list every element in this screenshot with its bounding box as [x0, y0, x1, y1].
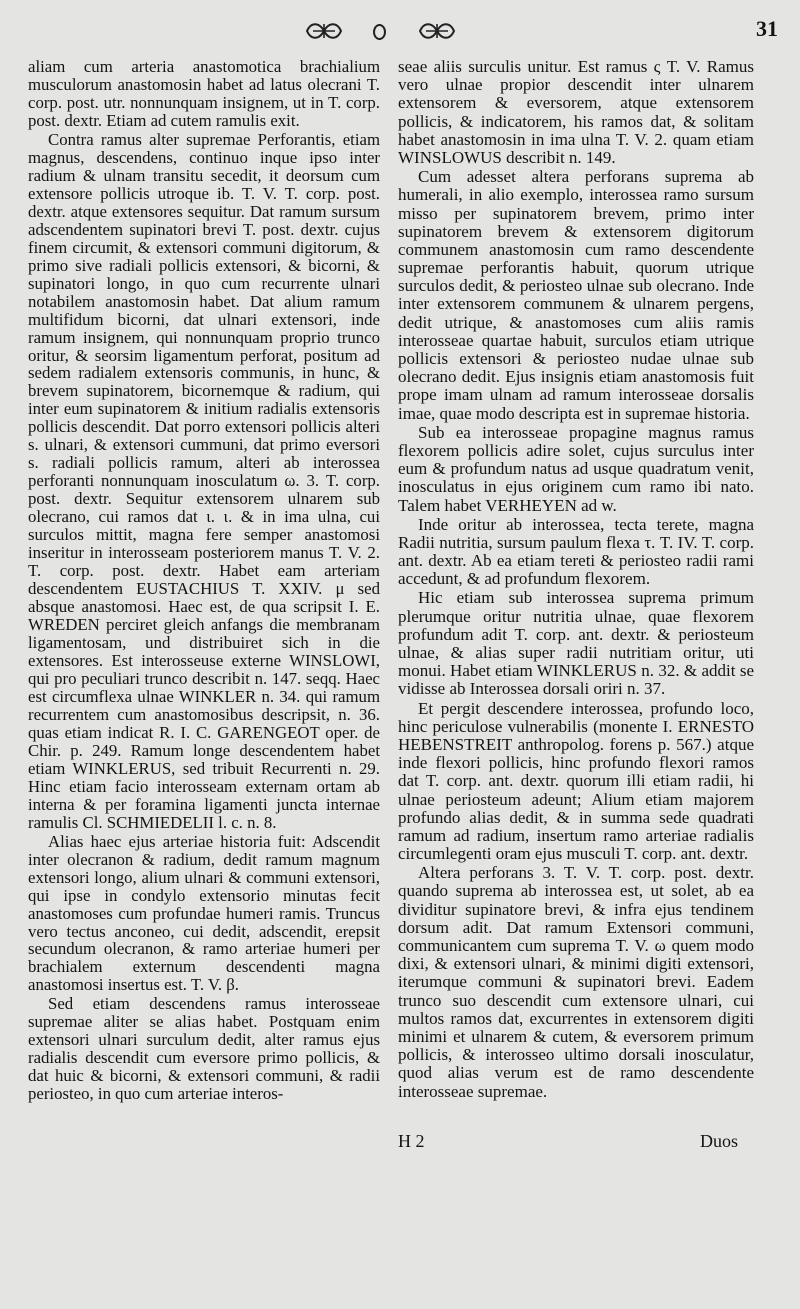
paragraph: Inde oritur ab interossea, tecta terete, magna Radii nutritia, sursum paulum flexa τ. T. IV. T. corp. ant. dextr. Ab ea etiam tereti & periosteo radii rami accedunt, & ad profundum flexorem. [398, 514, 754, 589]
paragraph: Et pergit descendere interossea, profundo loco, hinc periculose vulnerabilis (monente I. ERNESTO HEBENSTREIT anthropolog. forens p. 567.) atque inde flexori pollicis, hinc profundo flexori ramos dat T. corp. ant. dextr. quorum illi etiam radii, hi ulnae periosteum adeunt; Alium etiam majorem profundo alias dedit, & in summa sede quadrati ramum ad radium, insertum ramo arteriae radialis circumlegenti oram ejus musculi T. corp. ant. dextr. [398, 698, 754, 864]
ornament-center-icon [373, 24, 386, 40]
signature-mark: H 2 [398, 1131, 425, 1151]
right-column [398, 58, 754, 1102]
paragraph: Cum adesset altera perforans suprema ab humerali, in alio exemplo, interossea ramo sursum misso per supinatorem brevem, primo inter supinatorem brevem & extensorem digitorum communem anastomosin cum ramo descendente supremae perforantis habuit, quorum utrique surculos dedit, & periosteo ulnae sub olecrano. Inde inter extensorem communem & ulnarem pergens, dedit utrique, & anastomoses cum aliis ramis interosseae quartae habuit, surculos etiam utrique pollicis extensori & periosteo nudae ulnae sub olecrano dedit. Ejus insignis etiam anastomosis fuit prope imam ulnam ad ramum interosseae dorsalis imae, quae modo descripta est in supremae historia. [398, 167, 754, 423]
ornament-left-icon [305, 20, 343, 42]
page-footer [398, 1131, 738, 1155]
paragraph: Sub ea interosseae propagine magnus ramus flexorem pollicis adire solet, cujus surculus inter eum & profundum natus ad usque quadratum venit, inosculatus in ejus originem cum ramo ibi nato. Talem habet VERHEYEN ad w. [398, 422, 754, 515]
paragraph: aliam cum arteria anastomotica brachialium musculorum anastomosin habet ad latus olecrani T. corp. post. utr. nonnunquam insignem, ut in T. corp. post. dextr. Etiam ad cutem ramulis exit. [28, 57, 380, 130]
paragraph: seae aliis surculis unitur. Est ramus ς T. V. Ramus vero ulnae propior descendit inter ulnarem extensorem & eversorem, atque extensorem pollicis, & indicatorem, his ramos dat, & solitam habet anastomosin in ima ulna T. V. 2. quam etiam WINSLOWUS describit n. 149. [398, 57, 754, 167]
catchword: Duos [699, 1131, 738, 1151]
paragraph: Sed etiam descendens ramus interosseae supremae aliter se alias habet. Postquam enim extensori ulnari surculum dedit, alter ramus ejus radialis descendit cum eversore primo pollicis, & dat huic & bicorni, & extensori communi, & radii periosteo, in quo cum arteriae interos- [28, 994, 380, 1104]
paragraph: Hic etiam sub interossea suprema primum plerumque oritur nutritia ulnae, quae flexorem profundum adit T. corp. ant. dextr. & periosteum ulnae, & alias super radii nutritiam oritur, uti monui. Habet etiam WINKLERUS n. 32. & addit se vidisse ab Interossea dorsali oriri n. 37. [398, 588, 754, 699]
page-number: 31 [756, 16, 778, 41]
page-header [0, 14, 800, 54]
ornament-right-icon [418, 20, 456, 42]
left-column [28, 58, 380, 1104]
paragraph: Contra ramus alter supremae Perforantis, etiam magnus, descendens, continuo inque ipso inter radium & ulnam transitu secedit, it deorsum cum extensore pollicis utroque ib. T. V. T. corp. post. dextr. atque extensores sequitur. Dat ramum sursum adscendentem supinatori brevi T. post. dextr. cujus finem circumit, & extensori communi digitorum, & primo sive radiali pollicis extensori, & bicorni, & supinatori longo, in quo cum recurrente ulnari notabilem anastomosin habet. Dat alium ramum multifidum bicorni, dat ulnari extensori, inde ramum insignem, qui nonnunquam proprio trunco oritur, & seorsim ligamentum perforat, positum ad sedem radialem extensoris communis, in hunc, & brevem supinatorem, bicornemque & radium, qui inter eum supinatorem & initium radialis extensoris pollicis descendit. Dat porro extensori pollicis alteri s. ulnari, & extensori cummuni, dat primo eversori s. radiali pollicis ramum, alteri ab interossea perforanti nonnunquam inosculatum ω. 3. T. corp. post. dextr. Sequitur extensorem ulnarem sub olecrano, cui ramos dat ι. ι. & in ima ulna, cui surculos mittit, magna fere semper anastomosi inseritur in interosseam posteriorem manus T. V. 2. T. corp. post. dextr. Habet eam arteriam descendentem EUSTACHIUS T. XXIV. μ sed absque anastomosi. Haec est, de qua scripsit I. E. WREDEN perciret gleich anfangs die membranam ligamentosam, und distribuiret sich in die extensores. Est interosseuse externe WINSLOWI, qui pro peculiari trunco describit n. 147. seqq. Haec est circumflexa ulnae WINKLER n. 34. qui ramum recurrentem cum anastomosibus descripsit, n. 36. quas etiam indicat R. I. C. GARENGEOT oper. de Chir. p. 249. Ramum longe descendentem habet etiam WINKLERUS, sed tribuit Recurrenti n. 29. Hinc etiam facio interosseam externam ortam ab interna & per foramina ligamenti juncta internae ramulis Cl. SCHMIEDELII l. c. n. 8. [28, 129, 380, 832]
paragraph: Altera perforans 3. T. V. T. corp. post. dextr. quando suprema ab interossea est, ut solet, ab ea dividitur supinatore brevi, & infra ejus tendinem dorsum adit. Dat ramum Extensori communi, communicantem cum suprema T. V. ω quem modo dixi, & extensori ulnari, & minimi digiti extensori, iterumque communi & supinatori brevi. Eadem trunco suo descendit cum extensore ulnari, cui multos ramos dat, excurrentes in extensorem digiti minimi et ulnarem & cutem, & eversorem primum pollicis, & interosseo ultimo dorsali inosculatur, quod alias verum est de ramo descendente interosseae supremae. [398, 863, 754, 1101]
paragraph: Alias haec ejus arteriae historia fuit: Adscendit inter olecranon & radium, dedit ramum magnum extensori longo, alium ulnari & communi extensori, qui ipse in condylo extensorio minutas fecit anastomoses cum profundae humeri ramis. Truncus vero tectus anconeo, cui dedit, adscendit, erepsit secundum olecranon, & ramo arteriae humeri per brachialem externum descendenti magna anastomosi insertus est. T. V. β. [28, 831, 380, 995]
